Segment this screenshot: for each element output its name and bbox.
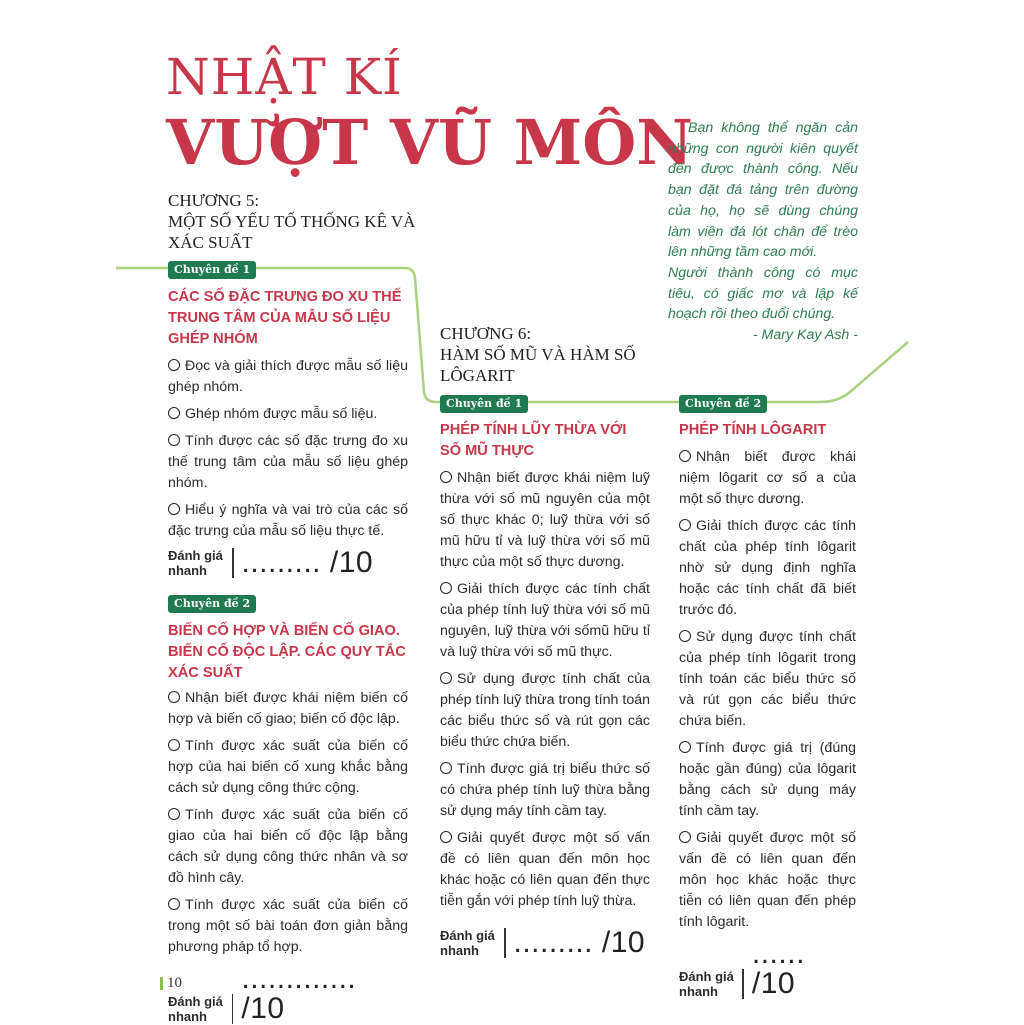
rating-max: /10 (329, 546, 374, 579)
objective-item[interactable]: Đọc và giải thích được mẫu số liệu ghép nhóm. (168, 358, 408, 395)
topic-title: PHÉP TÍNH LÔGARIT (679, 422, 827, 438)
rating-label: Đánh giá nhanh (440, 928, 495, 958)
chapter-name-line1: MỘT SỐ YẾU TỐ THỐNG KÊ VÀ (168, 212, 416, 231)
rating-max: /10 (751, 967, 796, 1000)
rating-blank[interactable]: ......... (513, 926, 594, 959)
checkbox-circle-icon[interactable] (168, 434, 180, 446)
rating-label: Đánh giá nhanh (679, 969, 734, 999)
objective-item[interactable]: Sử dụng được tính chất của phép tính lôgarit trong tính toán các biểu thức số và rút gọn các biểu thức chứa biến. (679, 629, 856, 729)
checkbox-circle-icon[interactable] (168, 691, 180, 703)
rating-divider (742, 969, 743, 999)
checkbox-circle-icon[interactable] (679, 630, 691, 642)
objective-item[interactable]: Giải quyết được một số vấn đề có liên quan đến môn học khác hoặc thực tiễn có liên quan đến phép tính lôgarit. (679, 830, 856, 930)
checkbox-circle-icon[interactable] (440, 831, 452, 843)
quick-rating (440, 928, 650, 958)
topic-card-ch5-t2 (168, 594, 408, 1024)
rating-divider (232, 548, 234, 578)
rating-max: /10 (241, 992, 285, 1025)
topic-badge: Chuyên đề 1 (440, 395, 528, 413)
quote-text-2: Người thành công có mục tiêu, có giấc mơ và lập kế hoạch rồi theo đuổi chúng. (668, 264, 858, 323)
topic-card-ch5-t1 (168, 260, 408, 578)
checkbox-circle-icon[interactable] (679, 831, 691, 843)
rating-max: /10 (601, 926, 646, 959)
quick-rating (168, 964, 408, 1024)
inspirational-quote (668, 118, 858, 346)
checkbox-circle-icon[interactable] (440, 582, 452, 594)
book-title-line2: VƯỢT VŨ MÔN (166, 106, 693, 179)
quick-rating (168, 548, 408, 578)
rating-blank[interactable]: ............. (241, 962, 357, 995)
objective-item[interactable]: Giải thích được các tính chất của phép tính luỹ thừa với số mũ nguyên, luỹ thừa với sốmũ hữu tỉ và luỹ thừa với số mũ thực. (440, 581, 650, 660)
chapter-label: CHƯƠNG 6: (440, 324, 532, 343)
objective-item[interactable]: Tính được xác suất của biến cố trong một số bài toán đơn giản bằng phương pháp tổ hợp. (168, 897, 408, 955)
objective-item[interactable]: Tính được giá trị (đúng hoặc gần đúng) của lôgarit bằng cách sử dụng máy tính cầm tay. (679, 740, 856, 819)
topic-title: PHÉP TÍNH LŨY THỪA VỚI SỐ MŨ THỰC (440, 422, 627, 459)
checkbox-circle-icon[interactable] (168, 898, 180, 910)
chapter-6-heading (440, 323, 670, 386)
chapter-name-line1: HÀM SỐ MŨ VÀ HÀM SỐ (440, 345, 636, 364)
checkbox-circle-icon[interactable] (168, 359, 180, 371)
objective-item[interactable]: Tính được xác suất của biến cố hợp của hai biến cố xung khắc bằng cách sử dụng công thức cộng. (168, 738, 408, 796)
checkbox-circle-icon[interactable] (679, 450, 691, 462)
quick-rating (679, 939, 856, 999)
topic-badge: Chuyên đề 1 (168, 261, 256, 279)
rating-divider (232, 994, 234, 1024)
checkbox-circle-icon[interactable] (440, 471, 452, 483)
topic-card-ch6-t2 (679, 394, 856, 999)
chapter-name-line2: LÔGARIT (440, 366, 515, 385)
page-marker-bar (160, 977, 163, 990)
objective-item[interactable]: Giải thích được các tính chất của phép tính lôgarit nhờ sử dụng định nghĩa hoặc các tính chất đã biết trước đó. (679, 518, 856, 618)
topic-title: BIẾN CỐ HỢP VÀ BIẾN CỐ GIAO. BIẾN CỐ ĐỘC LẬP. CÁC QUY TẮC XÁC SUẤT (168, 623, 406, 681)
objective-item[interactable]: Ghép nhóm được mẫu số liệu. (168, 404, 408, 425)
objective-item[interactable]: Nhận biết được khái niệm luỹ thừa với số mũ nguyên của một số thực khác 0; luỹ thừa với số mũ hữu tỉ và luỹ thừa với số mũ thực của một số thực dương. (440, 470, 650, 570)
rating-blank[interactable]: ...... (751, 937, 805, 970)
objective-item[interactable]: Sử dụng được tính chất của phép tính luỹ thừa trong tính toán các biểu thức số và rút gọn các biểu thức chứa biến. (440, 671, 650, 750)
objective-item[interactable]: Tính được các số đặc trưng đo xu thế trung tâm của mẫu số liệu ghép nhóm. (168, 433, 408, 491)
checkbox-circle-icon[interactable] (679, 519, 691, 531)
checkbox-circle-icon[interactable] (440, 672, 452, 684)
topic-card-ch6-t1 (440, 394, 650, 958)
rating-label: Đánh giá nhanh (168, 548, 223, 578)
page-number (160, 975, 182, 992)
page-number-text: 10 (167, 975, 182, 991)
objective-item[interactable]: Tính được giá trị biểu thức số có chứa phép tính luỹ thừa bằng sử dụng máy tính cầm tay. (440, 761, 650, 819)
rating-divider (504, 928, 506, 958)
checkbox-circle-icon[interactable] (168, 407, 180, 419)
checkbox-circle-icon[interactable] (679, 741, 691, 753)
objective-item[interactable]: Nhận biết được khái niệm lôgarit cơ số a của một số thực dương. (679, 449, 856, 507)
topic-badge: Chuyên đề 2 (168, 595, 256, 613)
chapter-name-line2: XÁC SUẤT (168, 233, 253, 252)
objective-item[interactable]: Nhận biết được khái niệm biến cố hợp và biến cố giao; biến cố độc lập. (168, 690, 408, 727)
topic-badge: Chuyên đề 2 (679, 395, 767, 413)
rating-blank[interactable]: ......... (241, 546, 322, 579)
objective-item[interactable]: Giải quyết được một số vấn đề có liên quan đến môn học khác hoặc có liên quan đến thực tiễn gắn với phép tính luỹ thừa. (440, 830, 650, 909)
chapter-5-heading (168, 190, 428, 253)
topic-title: CÁC SỐ ĐẶC TRƯNG ĐO XU THẾ TRUNG TÂM CỦA MẪU SỐ LIỆU GHÉP NHÓM (168, 289, 402, 347)
book-title-line1: NHẬT KÍ (166, 48, 403, 106)
checkbox-circle-icon[interactable] (440, 762, 452, 774)
checkbox-circle-icon[interactable] (168, 808, 180, 820)
quote-text-1: Bạn không thể ngăn cản những con người kiên quyết đến được thành công. Nếu bạn đặt đá tảng trên đường của họ, họ sẽ dùng chúng làm viên đá lót chân để trèo lên những tầm cao mới. (668, 120, 858, 261)
quote-author: - Mary Kay Ash - (752, 327, 858, 344)
rating-label: Đánh giá nhanh (168, 994, 223, 1024)
chapter-label: CHƯƠNG 5: (168, 191, 260, 210)
objective-item[interactable]: Tính được xác suất của biến cố giao của hai biến cố độc lập bằng cách sử dụng công thức nhân và sơ đồ hình cây. (168, 807, 408, 886)
checkbox-circle-icon[interactable] (168, 503, 180, 515)
checkbox-circle-icon[interactable] (168, 739, 180, 751)
objective-item[interactable]: Hiểu ý nghĩa và vai trò của các số đặc trưng của mẫu số liệu thực tế. (168, 502, 408, 539)
